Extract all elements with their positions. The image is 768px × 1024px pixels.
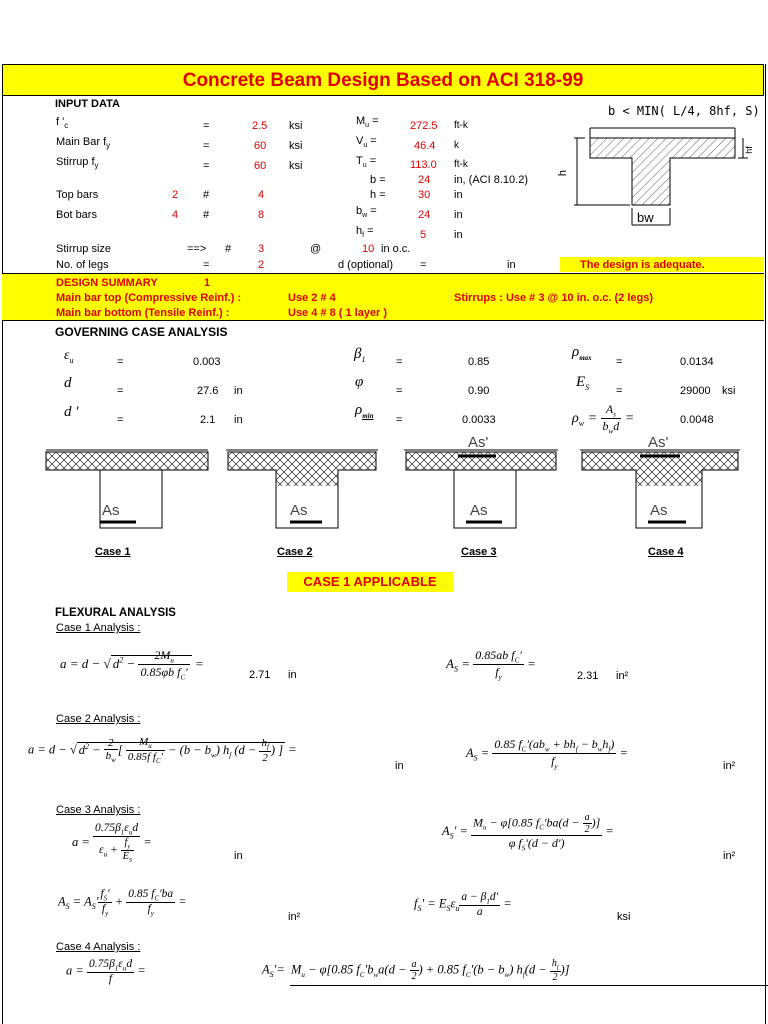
case2-a-unit: in xyxy=(395,760,404,772)
legs-eq: = xyxy=(203,259,210,271)
hf-value[interactable]: 5 xyxy=(420,229,427,241)
beta1-symbol: $\beta_1$ xyxy=(354,346,366,364)
d-prime-value: 2.1 xyxy=(200,414,216,426)
fc-unit: ksi xyxy=(289,120,303,132)
d-value: 27.6 xyxy=(197,385,219,397)
beta1-eq: = xyxy=(396,356,403,368)
case4-as-label: As xyxy=(650,502,668,519)
stirrup-fy-value[interactable]: 60 xyxy=(254,160,267,172)
tu-value[interactable]: 113.0 xyxy=(410,159,437,171)
summary-top-label: Main bar top (Compressive Reinf.) : xyxy=(56,292,242,304)
stirrup-fy-eq: = xyxy=(203,160,210,172)
summary-stirrups: Stirrups : Use # 3 @ 10 in. o.c. (2 legs) xyxy=(454,292,654,304)
case2-as-unit: in² xyxy=(723,760,736,772)
case3-fs-formula: $f_S' = E_S\varepsilon_u$ $\frac{a - \beta_1d'}{a}$ = xyxy=(414,891,512,919)
vu-unit: k xyxy=(454,140,459,151)
input-heading: INPUT DATA xyxy=(55,98,120,110)
summary-case-number: 1 xyxy=(204,277,211,289)
d-optional-unit: in xyxy=(507,259,516,271)
case3-fs-unit: ksi xyxy=(617,911,631,923)
top-bars-hash: # xyxy=(203,189,210,201)
fc-label: f '$_c$ xyxy=(56,116,69,131)
bw-label: $b_w$ = xyxy=(356,205,377,220)
case1-as-formula: $A_S$ = $\frac{0.85ab f_C'}{f_y}$ = xyxy=(446,648,536,682)
case1-label: Case 1 xyxy=(95,546,131,558)
stirrup-spacing-unit: in o.c. xyxy=(381,243,411,255)
case1-as-label: As xyxy=(102,502,120,519)
h-value[interactable]: 30 xyxy=(418,189,431,201)
h-dimension-label: h xyxy=(557,169,570,177)
d-prime-symbol: d ' xyxy=(64,404,79,420)
stirrup-size-label: Stirrup size xyxy=(56,243,112,255)
case4-fraction-bar xyxy=(290,985,768,986)
case1-a-formula: a = d − √ $d^2$ − $\frac{2M_u}{0.85\varphi b f_C'}$ = xyxy=(60,648,204,682)
stirrup-fy-label: Stirrup $f_y$ xyxy=(56,156,99,171)
fy-value[interactable]: 60 xyxy=(254,140,267,152)
es-unit: ksi xyxy=(722,385,736,397)
case3-as-unit: in² xyxy=(288,911,301,923)
case3-label: Case 3 xyxy=(461,546,497,558)
d-optional-label: d (optional) xyxy=(338,259,394,271)
stirrup-spacing-value[interactable]: 10 xyxy=(362,243,375,255)
case2-as-formula: $A_S$ = $\frac{0.85 f_C'(ab_w + bh_f - b_wh_f)}{f_y}$ = xyxy=(466,737,628,771)
fy-unit: ksi xyxy=(289,140,303,152)
hf-dimension-label: hf xyxy=(743,146,754,154)
b-unit: in, (ACI 8.10.2) xyxy=(454,174,528,186)
b-label: b = xyxy=(370,174,386,186)
case3-a-unit: in xyxy=(234,850,243,862)
legs-value[interactable]: 2 xyxy=(258,259,265,271)
rho-min-symbol: $\rho_{min}$ xyxy=(355,402,374,420)
hf-unit: in xyxy=(454,229,463,241)
bot-bars-size[interactable]: 8 xyxy=(258,209,265,221)
bw-dimension-label: bw xyxy=(637,210,654,225)
summary-bot-value: Use 4 # 8 ( 1 layer ) xyxy=(288,307,388,319)
hf-label: $h_f$ = xyxy=(356,225,374,240)
bw-value[interactable]: 24 xyxy=(418,209,431,221)
case1-as-value: 2.31 xyxy=(577,670,599,682)
case3-as-prime-label: As' xyxy=(468,434,489,451)
case3-as-prime-formula: $A_S'$ = $M_u - \varphi[0.85$ $f_C'ba(d$ − $\frac{a}{2}$ )] φ $f_S'(d - d')$ = xyxy=(442,812,614,853)
epsilon-u-eq: = xyxy=(117,356,124,368)
summary-bot-label: Main bar bottom (Tensile Reinf.) : xyxy=(56,307,230,319)
phi-symbol: φ xyxy=(355,374,364,390)
stirrup-size-value[interactable]: 3 xyxy=(258,243,265,255)
mu-unit: ft-k xyxy=(454,120,468,131)
governing-heading: GOVERNING CASE ANALYSIS xyxy=(55,325,228,339)
rho-w-formula: $\rho_w$ = $\frac{A_s}{b_wd}$ = xyxy=(572,402,635,436)
summary-top-value: Use 2 # 4 xyxy=(288,292,336,304)
flexural-heading: FLEXURAL ANALYSIS xyxy=(55,607,176,619)
es-value: 29000 xyxy=(680,385,711,397)
case1-section xyxy=(46,450,208,528)
es-eq: = xyxy=(616,385,623,397)
d-optional-eq: = xyxy=(420,259,427,271)
tu-label: $T_u$ = xyxy=(356,155,377,170)
d-unit: in xyxy=(234,385,243,397)
case3-analysis-label: Case 3 Analysis : xyxy=(56,804,141,816)
case3-as-formula: $A_S = A_S'$ $\frac{f_S'}{f_y}$ + $\frac{0.85 f_C'ba}{f_y}$ = xyxy=(58,888,187,918)
rho-min-value: 0.0033 xyxy=(462,414,496,426)
b-dimension-label: b < MIN( L/4, 8hf, S) xyxy=(608,104,760,118)
case-diagrams xyxy=(40,436,760,536)
case2-analysis-label: Case 2 Analysis : xyxy=(56,713,141,725)
top-bars-label: Top bars xyxy=(56,189,99,201)
phi-eq: = xyxy=(396,385,403,397)
beta1-value: 0.85 xyxy=(468,356,490,368)
top-bars-count[interactable]: 2 xyxy=(172,189,179,201)
case2-a-formula: a = d − √ $d^2$ − $\frac{2}{b_w}$ [ $\frac{M_u}{0.85f f_C'}$ − $(b - b_w)$ $h_f$ (d − $\frac{h_f}{2}$ ) ] = xyxy=(28,736,297,766)
legs-label: No. of legs xyxy=(56,259,109,271)
mu-value[interactable]: 272.5 xyxy=(410,120,438,132)
es-symbol: $E_S$ xyxy=(576,374,590,392)
bw-unit: in xyxy=(454,209,463,221)
bot-bars-count[interactable]: 4 xyxy=(172,209,179,221)
b-value[interactable]: 24 xyxy=(418,174,431,186)
vu-label: $V_u$ = xyxy=(356,135,377,150)
case1-a-value: 2.71 xyxy=(249,669,271,681)
d-prime-eq: = xyxy=(117,414,124,426)
mu-label: $M_u$ = xyxy=(356,115,379,130)
rho-max-value: 0.0134 xyxy=(680,356,714,368)
page-title: Concrete Beam Design Based on ACI 318-99 xyxy=(2,64,764,96)
bot-bars-label: Bot bars xyxy=(56,209,97,221)
rho-max-symbol: $\rho_{max}$ xyxy=(572,344,592,362)
d-prime-unit: in xyxy=(234,414,243,426)
rho-w-value: 0.0048 xyxy=(680,414,714,426)
case1-analysis-label: Case 1 Analysis : xyxy=(56,622,141,634)
fy-eq: = xyxy=(203,140,210,152)
bot-bars-hash: # xyxy=(203,209,210,221)
case1-a-unit: in xyxy=(288,669,297,681)
fy-label: Main Bar $f_y$ xyxy=(56,136,111,151)
case3-a-formula: a = $0.75\beta_1\varepsilon_ud$ $\varepsilon_u$ + $\frac{f_y}{E_S}$ = xyxy=(72,822,152,865)
d-symbol: d xyxy=(64,375,72,391)
case4-as-prime-label: As' xyxy=(648,434,669,451)
case2-as-label: As xyxy=(290,502,308,519)
stirrup-at: @ xyxy=(310,243,322,255)
rho-max-eq: = xyxy=(616,356,623,368)
case4-analysis-label: Case 4 Analysis : xyxy=(56,941,141,953)
case3-as-prime-unit: in² xyxy=(723,850,736,862)
case1-as-unit: in² xyxy=(616,670,629,682)
tu-unit: ft-k xyxy=(454,159,468,170)
vu-value[interactable]: 46.4 xyxy=(414,140,436,152)
case4-a-formula: a = $\frac{0.75\beta_1\varepsilon_ud}{f}$ = xyxy=(66,958,146,986)
h-label: h = xyxy=(370,189,386,201)
d-eq: = xyxy=(117,385,124,397)
summary-heading: DESIGN SUMMARY xyxy=(56,277,158,289)
case4-as-prime-formula: $A_S'= M_u - \varphi[0.85$ $f_C'b_wa(d$ − $\frac{a}{2}$ ) + 0.85 $f_C'(b - b_w) h_f(d$ − $\frac{h_f}{2}$ )] xyxy=(262,958,570,983)
stirrup-arrow: ==> xyxy=(187,243,207,255)
case2-label: Case 2 xyxy=(277,546,313,558)
stirrup-hash: # xyxy=(225,243,232,255)
epsilon-u-value: 0.003 xyxy=(193,356,221,368)
fc-eq: = xyxy=(203,120,210,132)
applicable-case-banner: CASE 1 APPLICABLE xyxy=(287,572,453,592)
h-unit: in xyxy=(454,189,463,201)
top-bars-size[interactable]: 4 xyxy=(258,189,265,201)
rho-min-eq: = xyxy=(396,414,403,426)
adequacy-message: The design is adequate. xyxy=(580,259,705,271)
phi-value: 0.90 xyxy=(468,385,490,397)
t-beam-diagram xyxy=(560,100,760,230)
case3-as-label: As xyxy=(470,502,488,519)
fc-value[interactable]: 2.5 xyxy=(252,120,268,132)
stirrup-fy-unit: ksi xyxy=(289,160,303,172)
epsilon-u-symbol: $\varepsilon_u$ xyxy=(64,348,74,365)
case4-label: Case 4 xyxy=(648,546,684,558)
